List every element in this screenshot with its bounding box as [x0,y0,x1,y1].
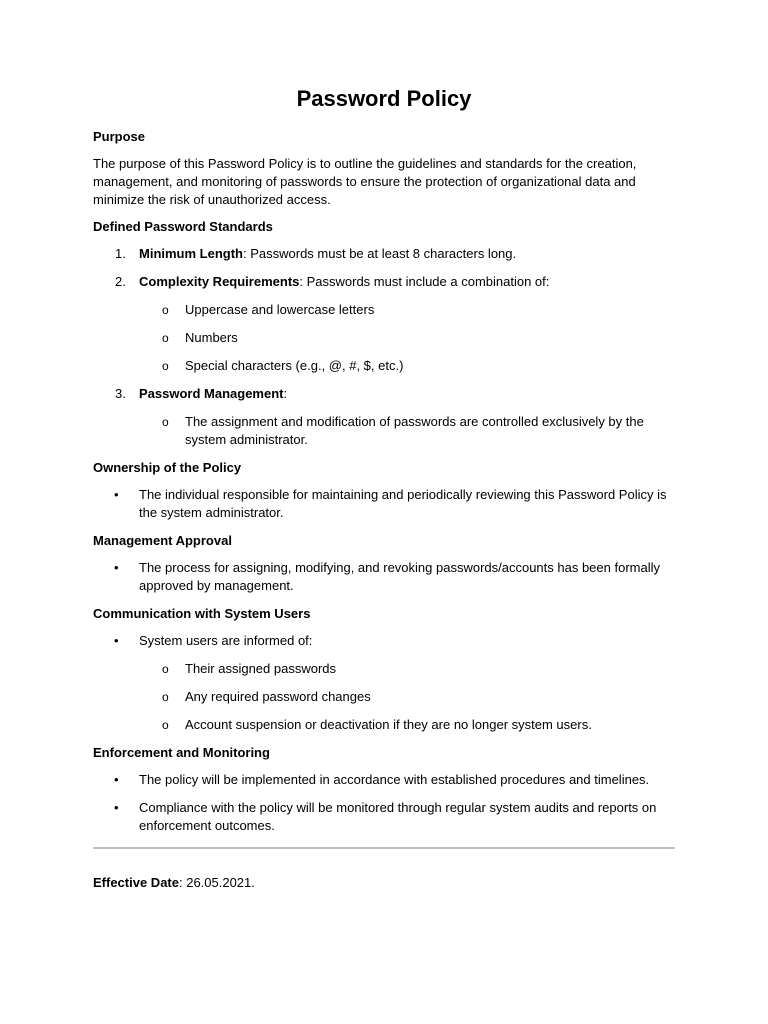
list-item [93,559,675,595]
standard-item-minimum-length [93,245,675,263]
sub-bullet-icon: o [162,359,169,373]
list-item [139,301,675,319]
sub-bullet-icon: o [162,690,169,704]
list-item-text: Any required password changes [185,689,371,704]
list-item [93,486,675,522]
approval-heading: Management Approval [93,533,232,548]
standard-text: : Passwords must be at least 8 characters long. [243,246,517,261]
sub-bullet-icon: o [162,331,169,345]
sub-bullet-icon: o [162,662,169,676]
purpose-heading: Purpose [93,129,146,144]
management-sublist [139,413,675,449]
list-item [93,771,675,789]
enforcement-list [93,771,675,835]
list-item [93,660,675,678]
document-page [93,84,675,892]
list-item-text: Special characters (e.g., @, #, $, etc.) [185,358,404,373]
bullet-icon: • [114,487,119,502]
list-item-text: Numbers [185,330,238,345]
list-item [93,716,675,734]
standard-item-complexity [93,273,675,375]
list-item-text: The individual responsible for maintaining and periodically reviewing this Password Policy is the system administrator. [139,487,667,520]
list-item [93,799,675,835]
ownership-list [93,486,675,522]
list-item-text: The assignment and modification of passwords are controlled exclusively by the system administrator. [185,414,644,447]
standard-label: Password Management [139,386,284,401]
complexity-sublist [139,301,675,375]
bullet-icon: • [114,800,119,815]
horizontal-divider [93,847,675,849]
approval-list [93,559,675,595]
list-item-text: Their assigned passwords [185,661,337,676]
list-item-text: Uppercase and lowercase letters [185,302,375,317]
list-item-text: Account suspension or deactivation if they are no longer system users. [185,717,592,732]
enforcement-heading: Enforcement and Monitoring [93,745,270,760]
list-item [139,413,675,449]
bullet-icon: • [114,560,119,575]
standard-label: Minimum Length [139,246,243,261]
effective-date-label: Effective Date [93,875,179,890]
standard-text: : Passwords must include a combination of: [299,274,550,289]
list-item-text: Compliance with the policy will be monitored through regular system audits and reports on enforcement outcomes. [139,800,657,833]
list-number: 3. [115,386,126,401]
list-item [139,357,675,375]
standard-text: : [283,386,288,401]
standard-item-password-management [93,385,675,449]
standard-label: Complexity Requirements [139,274,300,289]
standards-heading: Defined Password Standards [93,219,273,234]
document-title: Password Policy [296,86,472,111]
communication-list [93,632,675,734]
list-item-text: The policy will be implemented in accordance with established procedures and timelines. [139,772,650,787]
bullet-icon: • [114,772,119,787]
list-item-text: System users are informed of: [139,633,313,648]
list-number: 1. [115,246,126,261]
sub-bullet-icon: o [162,718,169,732]
list-item [139,329,675,347]
effective-date-value: : 26.05.2021. [178,875,255,890]
sub-bullet-icon: o [162,415,169,429]
communication-sublist [93,660,675,734]
list-item [93,688,675,706]
standards-list [93,245,675,449]
sub-bullet-icon: o [162,303,169,317]
bullet-icon: • [114,633,119,648]
list-item [93,632,675,734]
communication-heading: Communication with System Users [93,606,311,621]
list-number: 2. [115,274,126,289]
ownership-heading: Ownership of the Policy [93,460,242,475]
purpose-text: The purpose of this Password Policy is to outline the guidelines and standards for the creation, management, and monitoring of passwords to ensure the protection of organizational data and minimize the risk of unauthorized access. [93,156,637,207]
list-item-text: The process for assigning, modifying, and revoking passwords/accounts has been formally approved by management. [139,560,660,593]
effective-date [93,874,675,892]
